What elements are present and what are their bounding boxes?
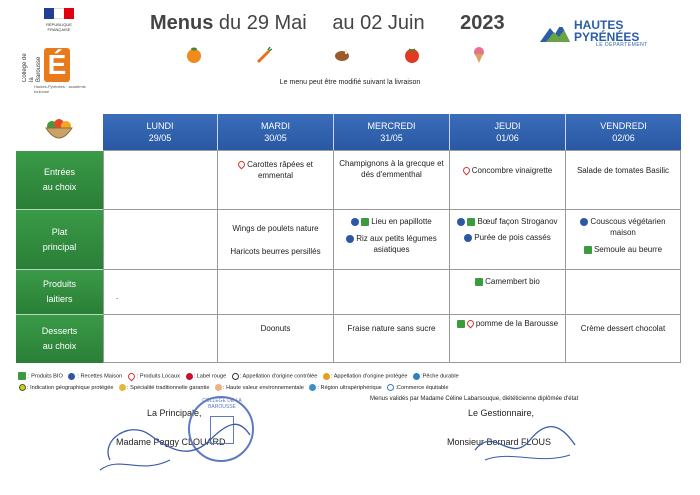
row-label-line: principal <box>42 241 77 252</box>
validation-text: Menus validés par Madame Céline Labarsouque, diététicienne diplômée d'état <box>370 396 579 402</box>
bio-icon <box>361 218 369 226</box>
cell-entrees-mercredi <box>334 150 450 210</box>
cell-desserts-vendredi <box>566 315 681 363</box>
dish: Concombre vinaigrette <box>471 166 553 175</box>
gestionnaire-name: Monsieur Bernard FLOUS <box>447 437 552 447</box>
legend-item: : Produits BIO <box>28 373 63 380</box>
college-logo: É <box>44 48 70 82</box>
legend-item: :Commerce équitable <box>395 384 449 391</box>
dish: . <box>116 292 119 301</box>
legend-item: : Indication géographique protégée <box>27 384 114 391</box>
homemade-icon <box>68 373 75 380</box>
mountains-icon <box>540 20 570 44</box>
gestionnaire-signature <box>470 420 580 470</box>
departement-line2: PYRÉNÉES <box>574 30 640 44</box>
cell-entrees-vendredi <box>566 150 681 210</box>
bio-icon <box>18 372 26 380</box>
aop-icon <box>323 373 330 380</box>
dish: Fraise nature sans sucre <box>347 324 436 333</box>
day-date: 01/06 <box>496 133 519 143</box>
cell-plat-jeudi <box>450 210 566 270</box>
row-label-line: Plat <box>51 226 68 237</box>
legend-item: : Recettes Maison <box>77 373 123 380</box>
dish: Riz aux petits légumes asiatiques <box>356 234 437 254</box>
chicken-icon <box>333 46 351 64</box>
aoc-icon <box>232 373 239 380</box>
orange-icon <box>185 46 203 64</box>
page-title <box>150 12 505 35</box>
college-name: Collège de la Barousse <box>22 53 42 82</box>
cell-desserts-mercredi <box>334 315 450 363</box>
stg-icon <box>119 384 126 391</box>
day-name: MERCREDI <box>367 121 416 131</box>
dish: Camembert bio <box>485 277 540 286</box>
cell-entrees-jeudi <box>450 150 566 210</box>
departement-sub: LE DÉPARTEMENT <box>596 42 648 48</box>
row-label-desserts <box>16 315 103 363</box>
college-subtitle: Hautes-Pyrénées · académie toulouse <box>34 84 86 94</box>
tomato-icon <box>403 46 421 64</box>
homemade-icon <box>351 218 359 226</box>
legend-item: : Label rouge <box>193 373 227 380</box>
row-label-line: laitiers <box>46 294 73 304</box>
row-label-line: Desserts <box>41 326 78 336</box>
carrot-icon <box>254 46 272 64</box>
legend-item: : Appellation d'origine protégée <box>330 373 408 380</box>
local-product-icon <box>465 319 475 329</box>
fish-icon <box>413 373 420 380</box>
principale-signature <box>90 400 260 480</box>
day-header-mardi <box>218 114 334 150</box>
departement-line1: HAUTES <box>574 18 624 32</box>
legend-item: : Appellation d'origine contrôlée <box>239 373 318 380</box>
cell-laitiers-jeudi <box>450 270 566 315</box>
day-name: LUNDI <box>146 121 174 131</box>
legend-item: :Pêche durable <box>421 373 459 380</box>
principale-name: Madame Peggy CLOUARD <box>116 437 226 447</box>
departement-name <box>574 19 639 43</box>
cell-laitiers-mardi <box>218 270 334 315</box>
row-label-line: au choix <box>42 182 77 192</box>
cell-desserts-lundi <box>103 315 218 363</box>
rup-icon <box>309 384 316 391</box>
day-header-jeudi <box>450 114 566 150</box>
republique-text: RÉPUBLIQUE FRANÇAISE <box>46 22 72 32</box>
dish: Haricots beurres persillés <box>230 247 321 256</box>
principale-title: La Principale, <box>147 408 202 418</box>
day-date: 29/05 <box>148 133 172 143</box>
cell-plat-lundi <box>103 210 218 270</box>
ice-cream-icon <box>470 46 488 64</box>
title-from: du 29 Mai <box>218 12 307 34</box>
legend-line-2 <box>18 384 449 391</box>
homemade-icon <box>464 234 472 242</box>
bio-icon <box>475 278 483 286</box>
dish: Bœuf façon Stroganov <box>477 217 558 226</box>
row-label-entrees <box>16 151 103 210</box>
dish: Carottes râpées et emmental <box>247 160 313 180</box>
stamp-text: COLLÈGE DE LA BAROUSSE <box>202 398 242 410</box>
dish: Crème dessert chocolat <box>580 324 666 333</box>
row-label-plat <box>16 210 103 270</box>
igp-icon <box>19 384 26 391</box>
dish: Lieu en papillotte <box>371 217 432 226</box>
dish: pomme de la Barousse <box>475 319 559 328</box>
title-to: au 02 Juin <box>332 12 425 34</box>
salad-bowl-icon <box>44 118 74 142</box>
homemade-icon <box>580 218 588 226</box>
legend-line-1 <box>18 372 459 380</box>
day-date: 31/05 <box>380 133 403 143</box>
homemade-icon <box>346 235 354 243</box>
row-label-laitiers <box>16 270 103 315</box>
dish: Semoule au beurre <box>593 245 663 254</box>
bio-icon <box>584 246 592 254</box>
local-product-icon <box>126 371 136 381</box>
local-product-icon <box>461 166 471 176</box>
fair-trade-icon <box>387 384 394 391</box>
cell-laitiers-lundi <box>103 270 218 315</box>
hve-icon <box>215 384 222 391</box>
cell-plat-mercredi <box>334 210 450 270</box>
cell-desserts-jeudi <box>450 315 566 363</box>
day-name: VENDREDI <box>600 121 647 131</box>
bio-icon <box>467 218 475 226</box>
dish: Wings de poulets nature <box>232 224 319 233</box>
day-name: MARDI <box>261 121 290 131</box>
day-name: JEUDI <box>494 121 521 131</box>
cell-plat-mardi <box>218 210 334 270</box>
cell-laitiers-vendredi <box>566 270 681 315</box>
title-year: 2023 <box>460 12 505 34</box>
legend-item: : Haute valeur environnementale <box>223 384 304 391</box>
cell-laitiers-mercredi <box>334 270 450 315</box>
row-label-line: Entrées <box>43 167 76 177</box>
cell-entrees-mardi <box>218 150 334 210</box>
dish: Salade de tomates Basilic <box>576 166 670 175</box>
cell-plat-vendredi <box>566 210 681 270</box>
title-menus: Menus <box>150 12 214 34</box>
day-date: 30/05 <box>264 133 287 143</box>
legend-item: : Région ultrapériphérique <box>317 384 382 391</box>
cell-desserts-mardi <box>218 315 334 363</box>
bio-icon <box>457 320 465 328</box>
day-date: 02/06 <box>612 133 635 143</box>
day-header-mercredi <box>334 114 450 150</box>
legend-item: : Spécialité traditionnelle garantie <box>127 384 210 391</box>
row-label-line: Produits <box>42 279 77 289</box>
local-product-icon <box>237 160 247 170</box>
row-label-line: au choix <box>42 341 77 351</box>
label-rouge-icon <box>186 373 193 380</box>
day-header-vendredi <box>566 114 681 150</box>
republique-francaise-logo <box>44 8 74 19</box>
day-header-lundi <box>103 114 218 150</box>
notice-text: Le menu peut être modifié suivant la livraison <box>279 79 421 86</box>
cell-entrees-lundi <box>103 150 218 210</box>
gestionnaire-title: Le Gestionnaire, <box>468 408 535 418</box>
dish: Champignons à la grecque et dés d'emmenthal <box>339 159 444 179</box>
legend-item: : Produits Locaux <box>136 373 180 380</box>
homemade-icon <box>457 218 465 226</box>
dish: Couscous végétarien maison <box>590 217 666 237</box>
dish: Doonuts <box>260 324 291 333</box>
dish: Purée de pois cassés <box>474 233 551 242</box>
